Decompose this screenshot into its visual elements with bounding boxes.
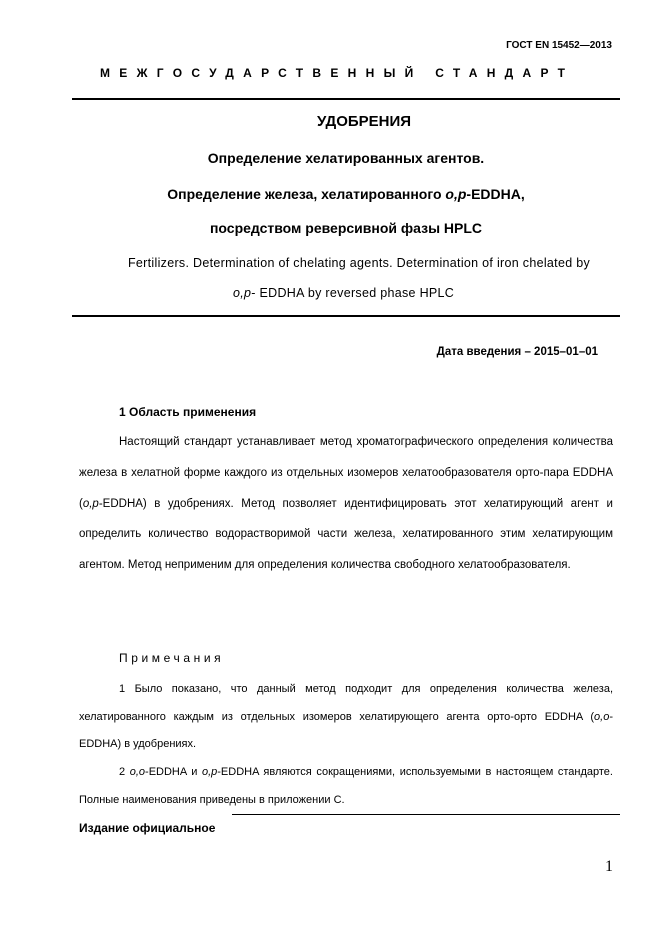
document-title: УДОБРЕНИЯ bbox=[316, 113, 412, 130]
title-line-2: Определение хелатированных агентов. bbox=[207, 150, 485, 166]
note-1-text: 1 Было показано, что данный метод подходит для определения количества железа, хелатированного каждым из отдельных изомеров хелатирующего агента орто-орто EDDHA ( bbox=[79, 683, 613, 723]
note-2-text: -EDDHA являются сокращениями, используемыми в настоящем стандарте. Полные наименования приведены в приложении С. bbox=[79, 766, 613, 806]
gost-code: ГОСТ EN 15452—2013 bbox=[506, 40, 612, 51]
notes-heading: Примечания bbox=[119, 651, 225, 665]
title-line-3-text: Определение железа, хелатированного bbox=[167, 186, 446, 202]
paragraph-text-part-2: -EDDHA) в удобрениях. Метод позволяет идентифицировать этот хелатирующий агент и определить количество водорастворимой части железа, хелатированного этим хелатирующим агентом. Метод неприменим для определения количества свободного хелатообразователя. bbox=[79, 497, 613, 572]
english-title-line-1: Fertilizers. Determination of chelating agents. Determination of iron chelated by bbox=[128, 256, 591, 270]
paragraph-text-part-1: Настоящий стандарт устанавливает метод хроматографического определения количества железа в хелатной форме каждого из отдельных изомеров хелатообразователя орто-пара EDDHA ( bbox=[79, 436, 613, 510]
title-line-3-isomer: o,p bbox=[445, 186, 467, 202]
section-paragraph bbox=[79, 427, 613, 581]
title-bottom-divider bbox=[72, 315, 620, 317]
top-divider bbox=[72, 98, 620, 100]
note-1 bbox=[79, 676, 613, 759]
official-divider bbox=[232, 814, 620, 815]
official-edition-label: Издание официальное bbox=[79, 821, 216, 835]
note-2-isomer-1: o,o bbox=[129, 766, 146, 778]
note-2 bbox=[79, 759, 613, 814]
note-2-mid: -EDDHA и bbox=[145, 766, 202, 778]
note-1-suffix: -EDDHA) в удобрениях. bbox=[79, 710, 613, 750]
date-of-introduction: Дата введения – 2015–01–01 bbox=[436, 346, 598, 358]
note-2-isomer-2: o,p bbox=[201, 766, 218, 778]
title-line-3-suffix: -EDDHA, bbox=[466, 186, 525, 202]
page-number: 1 bbox=[605, 858, 613, 875]
note-1-isomer: o,o bbox=[594, 710, 610, 723]
note-2-number: 2 bbox=[119, 766, 130, 778]
title-line-3 bbox=[72, 186, 620, 202]
english-title-line-2 bbox=[233, 286, 454, 300]
english-title-suffix: - EDDHA by reversed phase HPLC bbox=[251, 286, 455, 300]
section-heading: 1 Область применения bbox=[119, 405, 257, 419]
title-line-4: посредством реверсивной фазы HPLC bbox=[209, 220, 483, 236]
paragraph-isomer: o,p bbox=[82, 497, 99, 510]
english-title-isomer: o,p bbox=[233, 286, 252, 300]
interstate-standard-label: МЕЖГОСУДАРСТВЕННЫЙ СТАНДАРТ bbox=[100, 66, 575, 80]
